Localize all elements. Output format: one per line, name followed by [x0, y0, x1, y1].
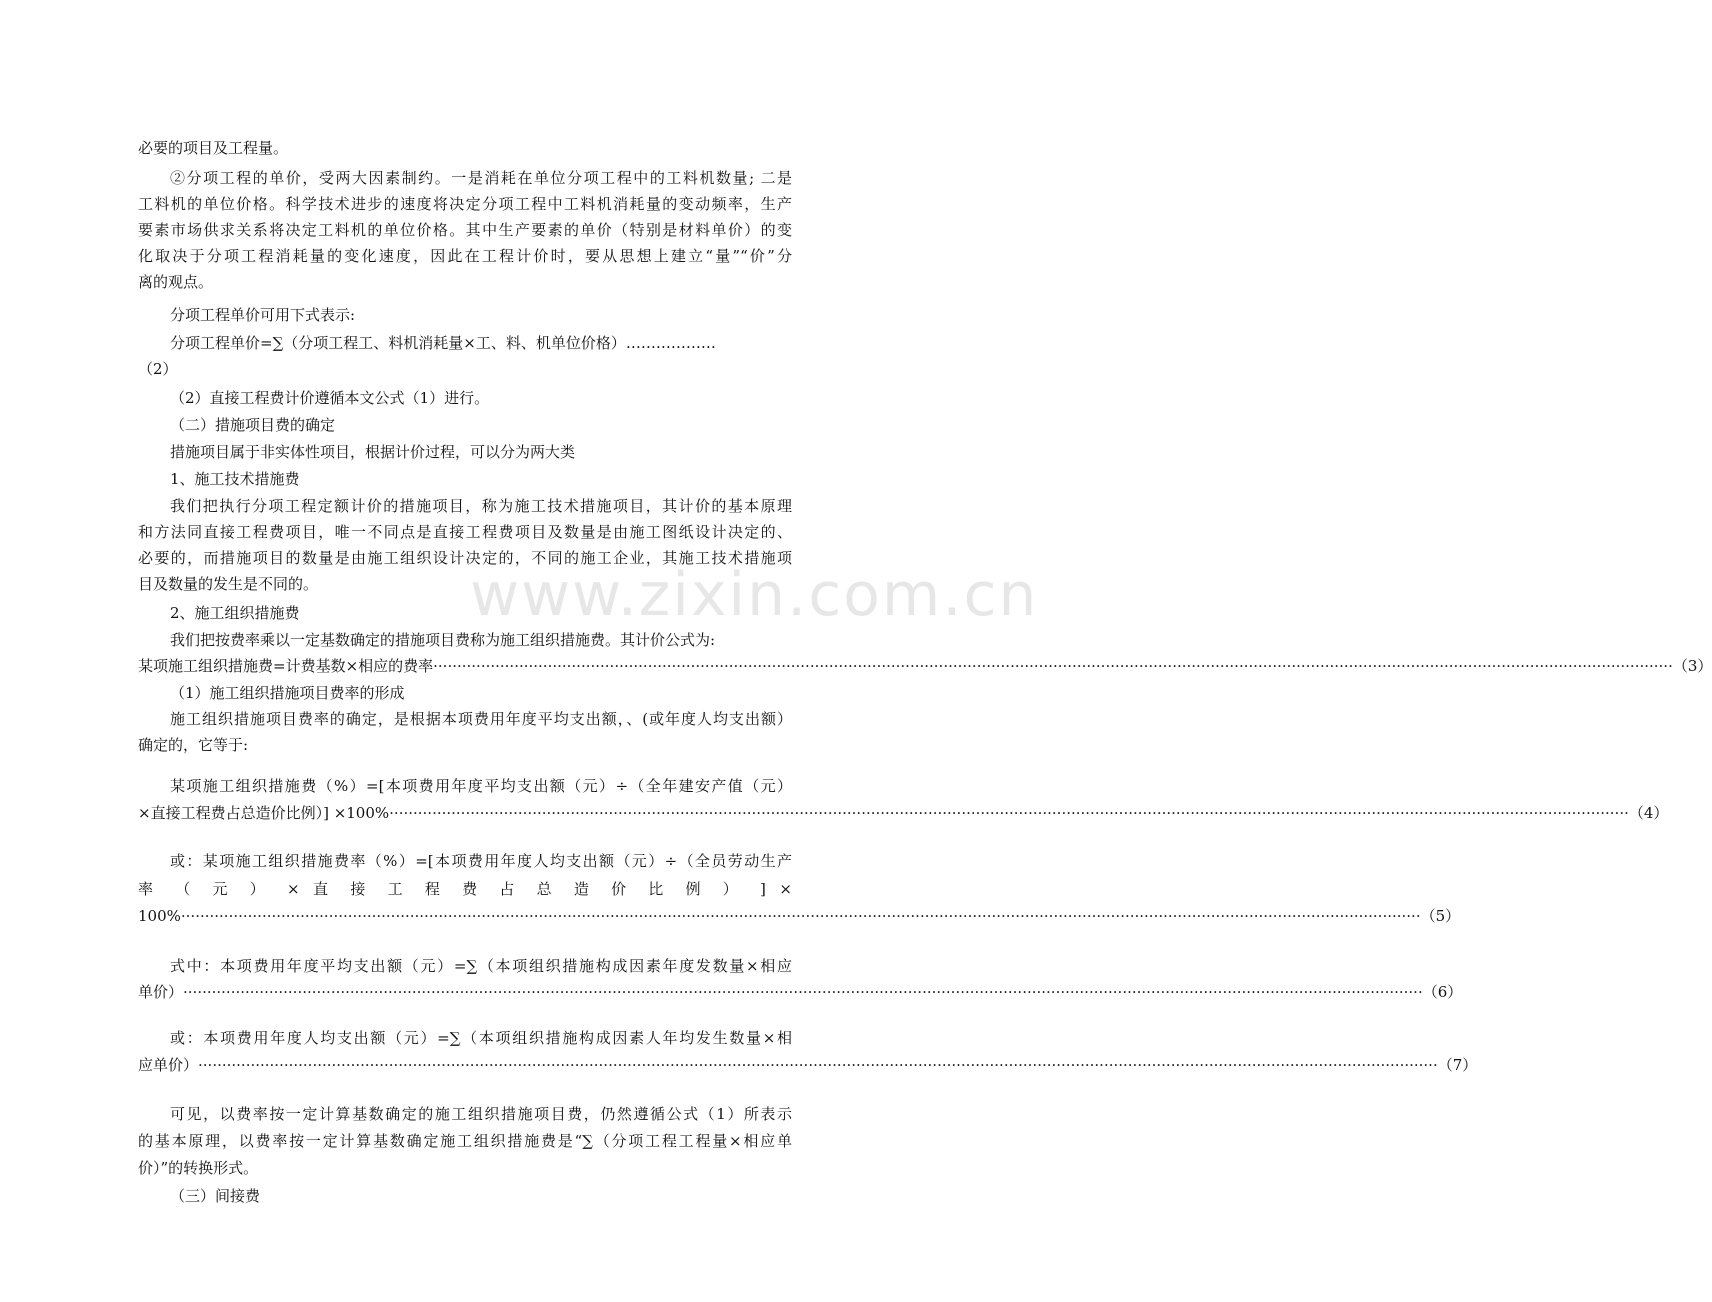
formula-line: 或：本项费用年度人均支出额（元）=∑（本项组织措施构成因素人年均发生数量×相: [170, 1029, 792, 1047]
formula-number: （3）: [1672, 657, 1712, 675]
section-heading: （三）间接费: [170, 1187, 261, 1205]
text-line: 我们把执行分项工程定额计价的措施项目，称为施工技术措施项目，其计价的基本原理: [170, 497, 792, 515]
leader-dots: [181, 903, 1421, 929]
formula-line: 率 （ 元 ） × 直 接 工 程 费 占 总 造 价 比 例 ） ] ×: [138, 880, 792, 898]
leader-dots: [433, 653, 1673, 679]
text-line: 工料机的单位价格。科学技术进步的速度将决定分项工程中工料机消耗量的变动频率，生产: [138, 195, 792, 213]
formula-line: [138, 653, 1712, 679]
text-line: 措施项目属于非实体性项目，根据计价过程，可以分为两大类: [170, 443, 576, 461]
leader-dots: [183, 979, 1423, 1005]
formula-line: [138, 903, 1461, 929]
leader-dots: [389, 800, 1629, 826]
formula-number: （4）: [1628, 804, 1669, 822]
text-line: ②分项工程的单价，受两大因素制约。一是消耗在单位分项工程中的工料机数量; 二是: [170, 169, 792, 187]
formula-line: [138, 979, 1463, 1005]
text-line: （1）施工组织措施项目费率的形成: [170, 684, 405, 702]
text-line: 必要的项目及工程量。: [138, 139, 289, 157]
text-line: 的基本原理，以费率按一定计算基数确定施工组织措施费是“∑（分项工程工程量×相应单: [138, 1132, 792, 1150]
formula-line: [138, 800, 1669, 826]
formula-number: （2）: [138, 360, 178, 378]
text-line: 价）”的转换形式。: [138, 1159, 259, 1177]
formula-number: （7）: [1437, 1056, 1478, 1074]
formula-line: 分项工程单价=∑（分项工程工、料机消耗量×工、料、机单位价格）………………: [170, 334, 716, 352]
formula-text: 某项施工组织措施费=计费基数×相应的费率: [138, 657, 434, 675]
formula-line: 某项施工组织措施费（%）=[本项费用年度平均支出额（元）÷（全年建安产值（元）: [170, 777, 792, 795]
formula-text: 应单价）: [138, 1056, 199, 1074]
formula-line: 式中：本项费用年度平均支出额（元）=∑（本项组织措施构成因素年度发数量×相应: [170, 957, 792, 975]
formula-text: 100%: [138, 907, 181, 925]
formula-number: （5）: [1420, 907, 1461, 925]
text-line: 和方法同直接工程费项目，唯一不同点是直接工程费项目及数量是由施工图纸设计决定的、: [138, 523, 792, 541]
text-line: 可见，以费率按一定计算基数确定的施工组织措施项目费，仍然遵循公式（1）所表示: [170, 1105, 792, 1123]
text-line: 离的观点。: [138, 273, 214, 291]
text-line: 分项工程单价可用下式表示:: [170, 306, 356, 324]
section-heading: （二）措施项目费的确定: [170, 416, 336, 434]
text-line: 确定的，它等于:: [138, 736, 249, 754]
subheading: 2、施工组织措施费: [170, 604, 300, 622]
text-line: 我们把按费率乘以一定基数确定的措施项目费称为施工组织措施费。其计价公式为:: [170, 631, 716, 649]
formula-text: ×直接工程费占总造价比例）] ×100%: [138, 804, 390, 822]
text-line: 要素市场供求关系将决定工料机的单位价格。其中生产要素的单价（特别是材料单价）的变: [138, 221, 792, 239]
text-line: 必要的，而措施项目的数量是由施工组织设计决定的，不同的施工企业，其施工技术措施项: [138, 549, 792, 567]
text-line: （2）直接工程费计价遵循本文公式（1）进行。: [170, 389, 490, 407]
text-line: 施工组织措施项目费率的确定，是根据本项费用年度平均支出额，、(或年度人均支出额）: [170, 710, 792, 728]
formula-line: [138, 1052, 1478, 1078]
text-line: 化取决于分项工程消耗量的变化速度，因此在工程计价时，要从思想上建立“量”“价”分: [138, 247, 792, 265]
formula-text: 单价）: [138, 983, 184, 1001]
leader-dots: [198, 1052, 1438, 1078]
formula-number: （6）: [1422, 983, 1463, 1001]
formula-line: 或：某项施工组织措施费率（%）=[本项费用年度人均支出额（元）÷（全员劳动生产: [170, 852, 792, 870]
text-line: 目及数量的发生是不同的。: [138, 575, 319, 593]
watermark: www.zixin.com.cn: [470, 560, 1039, 630]
subheading: 1、施工技术措施费: [170, 470, 300, 488]
